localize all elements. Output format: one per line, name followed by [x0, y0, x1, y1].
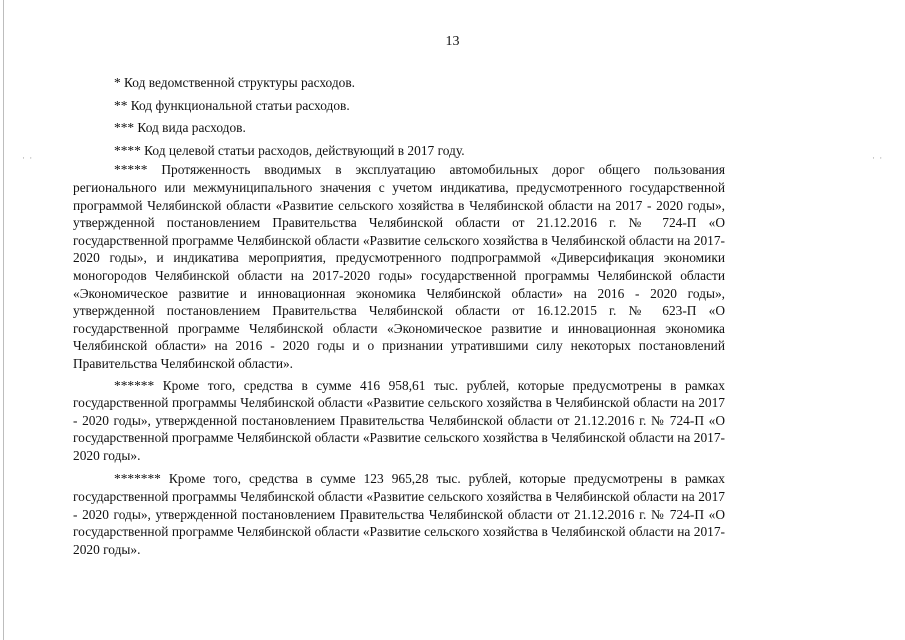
footnote-expense-type-code: *** Код вида расходов. — [114, 120, 246, 136]
footnote-funds-123965: ******* Кроме того, средства в сумме 123 965,28 тыс. рублей, которые предусмотрены в рамках государственной программы Челябинской области «Развитие сельского хозяйства в Челябинской области на 2017 - 2020 годы», утвержденной постановлением Правительства Челябинской области от 21.12.2016 г. № 724-П «О государственной программе Челябинской области «Развитие сельского хозяйства в Челябинской области на 2017-2020 годы». — [73, 471, 725, 557]
document-body — [73, 74, 725, 558]
left-margin-mark: · · — [22, 153, 34, 163]
page-left-edge — [3, 0, 4, 640]
right-margin-mark: · · — [872, 153, 884, 163]
footnote-department-code: * Код ведомственной структуры расходов. — [114, 75, 356, 90]
footnote-funds-416958: ****** Кроме того, средства в сумме 416 958,61 тыс. рублей, которые предусмотрены в рамках государственной программы Челябинской области «Развитие сельского хозяйства в Челябинской области на 2017 - 2020 годы», утвержденной постановлением Правительства Челябинской области от 21.12.2016 г. № 724-П «О государственной программе Челябинской области «Развитие сельского хозяйства в Челябинской области на 2017-2020 годы». — [73, 377, 725, 463]
footnote-function-code: ** Код функциональной статьи расходов. — [114, 97, 350, 113]
footnote-road-length: ***** Протяженность вводимых в эксплуатацию автомобильных дорог общего пользования регионального или межмуниципального значения с учетом индикатива, предусмотренного государственной программой Челябинской области «Развитие сельского хозяйства в Челябинской области на 2017 - 2020 годы», утвержденной постановлением Правительства Челябинской области от 21.12.2016 г. № 724-П «О государственной программе Челябинской области «Развитие сельского хозяйства в Челябинской области на 2017-2020 годы», и индикатива мероприятия, предусмотренного подпрограммой «Диверсификация экономики моногородов Челябинской области на 2017-2020 годы» государственной программы Челябинской области «Экономическое развитие и инновационная экономика Челябинской области» на 2016 - 2020 годы», утвержденной постановлением Правительства Челябинской области от 16.12.2015 г. № 623-П «О государственной программе Челябинской области «Экономическое развитие и инновационная экономика Челябинской области» на 2016 - 2020 годы и о признании утратившими силу некоторых постановлений Правительства Челябинской области». — [73, 162, 725, 371]
page-number: 13 — [445, 34, 460, 49]
footnote-target-code: **** Код целевой статьи расходов, действующий в 2017 году. — [114, 142, 465, 158]
